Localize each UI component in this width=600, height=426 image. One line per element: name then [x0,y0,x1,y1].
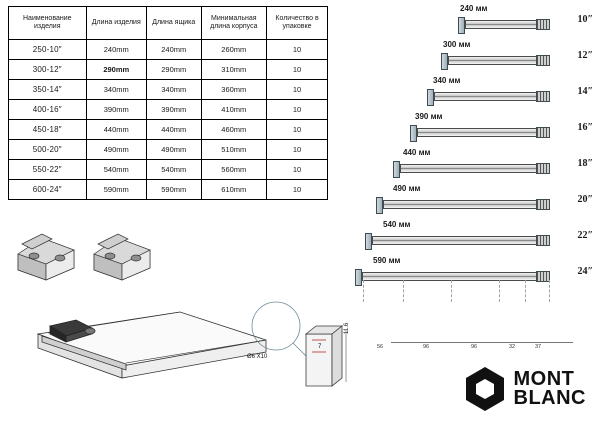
rail-inch-label: 16″ [577,122,593,133]
rail-end-icon [536,127,550,138]
rail-bar [400,164,550,173]
rail-bar [372,236,550,245]
table-row [9,120,328,140]
rail-inch-label: 24″ [577,266,593,277]
rail-size-label: 300 мм [443,40,471,49]
cell-name: 550-22″ [9,160,87,180]
tick-label: 96 [423,344,430,350]
column-header-name: Наименование изделия [9,7,87,40]
bracket-isometric-drawings [12,228,162,288]
rail-bracket-icon [365,233,372,250]
logo-line-2: BLANC [513,387,586,409]
dimension-guide [525,280,526,302]
cell-qty: 10 [267,140,328,160]
dimension-guide [451,280,452,302]
cell-body: 510mm [201,140,267,160]
rail-inch-label: 18″ [577,158,593,169]
cell-body: 560mm [201,160,267,180]
cell-body: 260mm [201,40,267,60]
cell-body: 460mm [201,120,267,140]
dimension-tick-row [355,340,595,356]
dimension-guide [363,280,364,302]
cell-length: 440mm [86,120,146,140]
rail-bracket-icon [427,89,434,106]
rail-end-icon [536,19,550,30]
table-header-row [9,7,328,40]
logo-line-1: MONT [513,368,575,390]
cell-name: 500-20″ [9,140,87,160]
rail-size-label: 240 мм [460,4,488,13]
cell-name: 350-14″ [9,80,87,100]
rail-bar [362,272,550,281]
cell-body: 410mm [201,100,267,120]
rail-end-icon [536,271,550,282]
cell-qty: 10 [267,80,328,100]
rail-length-diagrams [355,2,595,362]
cell-body: 310mm [201,60,267,80]
rail-bar [434,92,550,101]
cell-drawer: 240mm [146,40,201,60]
bracket-pair-svg [12,228,162,290]
rail-bracket-icon [355,269,362,286]
cell-qty: 10 [267,60,328,80]
table-row [9,140,328,160]
rail-bar [383,200,550,209]
cell-length: 590mm [86,180,146,200]
dimension-guide [403,280,404,302]
rail-inch-label: 14″ [577,86,593,97]
height-label: 11.6 [344,322,350,334]
cell-qty: 10 [267,180,328,200]
hexagon-logo-icon [464,366,506,412]
rail-end-icon [536,235,550,246]
dimension-line [391,342,573,343]
table-row [9,180,328,200]
detail-callout [246,300,356,400]
cell-drawer: 390mm [146,100,201,120]
rail-inch-label: 22″ [577,230,593,241]
specification-table [8,6,328,200]
rail-end-icon [536,91,550,102]
rail-row [355,112,595,146]
rail-row [355,76,595,110]
cell-drawer: 340mm [146,80,201,100]
offset-label: 7 [318,344,322,350]
rail-row [355,148,595,182]
column-header-min-body-length: Минимальная длина корпуса [201,7,267,40]
cell-drawer: 590mm [146,180,201,200]
rail-inch-label: 10″ [577,14,593,25]
cell-drawer: 290mm [146,60,201,80]
cell-name: 450-18″ [9,120,87,140]
column-header-drawer-length: Длина ящика [146,7,201,40]
cell-qty: 10 [267,100,328,120]
cell-name: 600-24″ [9,180,87,200]
tick-label: 32 [509,344,516,350]
rail-end-icon [536,163,550,174]
cell-length: 490mm [86,140,146,160]
rail-end-icon [536,199,550,210]
cell-name: 250-10″ [9,40,87,60]
rail-size-label: 390 мм [415,112,443,121]
rail-size-label: 540 мм [383,220,411,229]
cell-body: 360mm [201,80,267,100]
table-row [9,80,328,100]
cell-length: 240mm [86,40,146,60]
rail-row [355,4,595,38]
table-row [9,100,328,120]
rail-row [355,40,595,74]
drawer-isometric-drawing [30,300,280,390]
rail-size-label: 340 мм [433,76,461,85]
brand-logo [464,366,587,412]
cell-length: 390mm [86,100,146,120]
rail-bracket-icon [441,53,448,70]
rail-inch-label: 20″ [577,194,593,205]
dimension-guide [549,280,550,302]
cell-drawer: 540mm [146,160,201,180]
column-header-length: Длина изделия [86,7,146,40]
table-row [9,40,328,60]
detail-svg [246,300,358,400]
rail-bracket-icon [393,161,400,178]
cell-length: 290mm [86,60,146,80]
cell-qty: 10 [267,120,328,140]
rail-size-label: 590 мм [373,256,401,265]
cell-body: 610mm [201,180,267,200]
cell-drawer: 490mm [146,140,201,160]
rail-bracket-icon [410,125,417,142]
cell-drawer: 440mm [146,120,201,140]
rail-row [355,220,595,254]
rail-inch-label: 12″ [577,50,593,61]
rail-row [355,184,595,218]
rail-bar [448,56,550,65]
cell-length: 540mm [86,160,146,180]
cell-length: 340mm [86,80,146,100]
dimension-guide [499,280,500,302]
tick-label: 56 [377,344,384,350]
rail-size-label: 440 мм [403,148,431,157]
rail-bracket-icon [376,197,383,214]
tick-label: 37 [535,344,542,350]
cell-qty: 10 [267,160,328,180]
rail-size-label: 490 мм [393,184,421,193]
hole-spec-label: Ø6 X10 [247,354,268,360]
column-header-qty: Количество в упаковке [267,7,328,40]
drawer-svg [30,300,280,392]
tick-label: 96 [471,344,478,350]
cell-qty: 10 [267,40,328,60]
rail-bracket-icon [458,17,465,34]
cell-name: 400-16″ [9,100,87,120]
table-row [9,160,328,180]
rail-row [355,256,595,290]
rail-end-icon [536,55,550,66]
table-row [9,60,328,80]
cell-name: 300-12″ [9,60,87,80]
rail-bar [417,128,550,137]
